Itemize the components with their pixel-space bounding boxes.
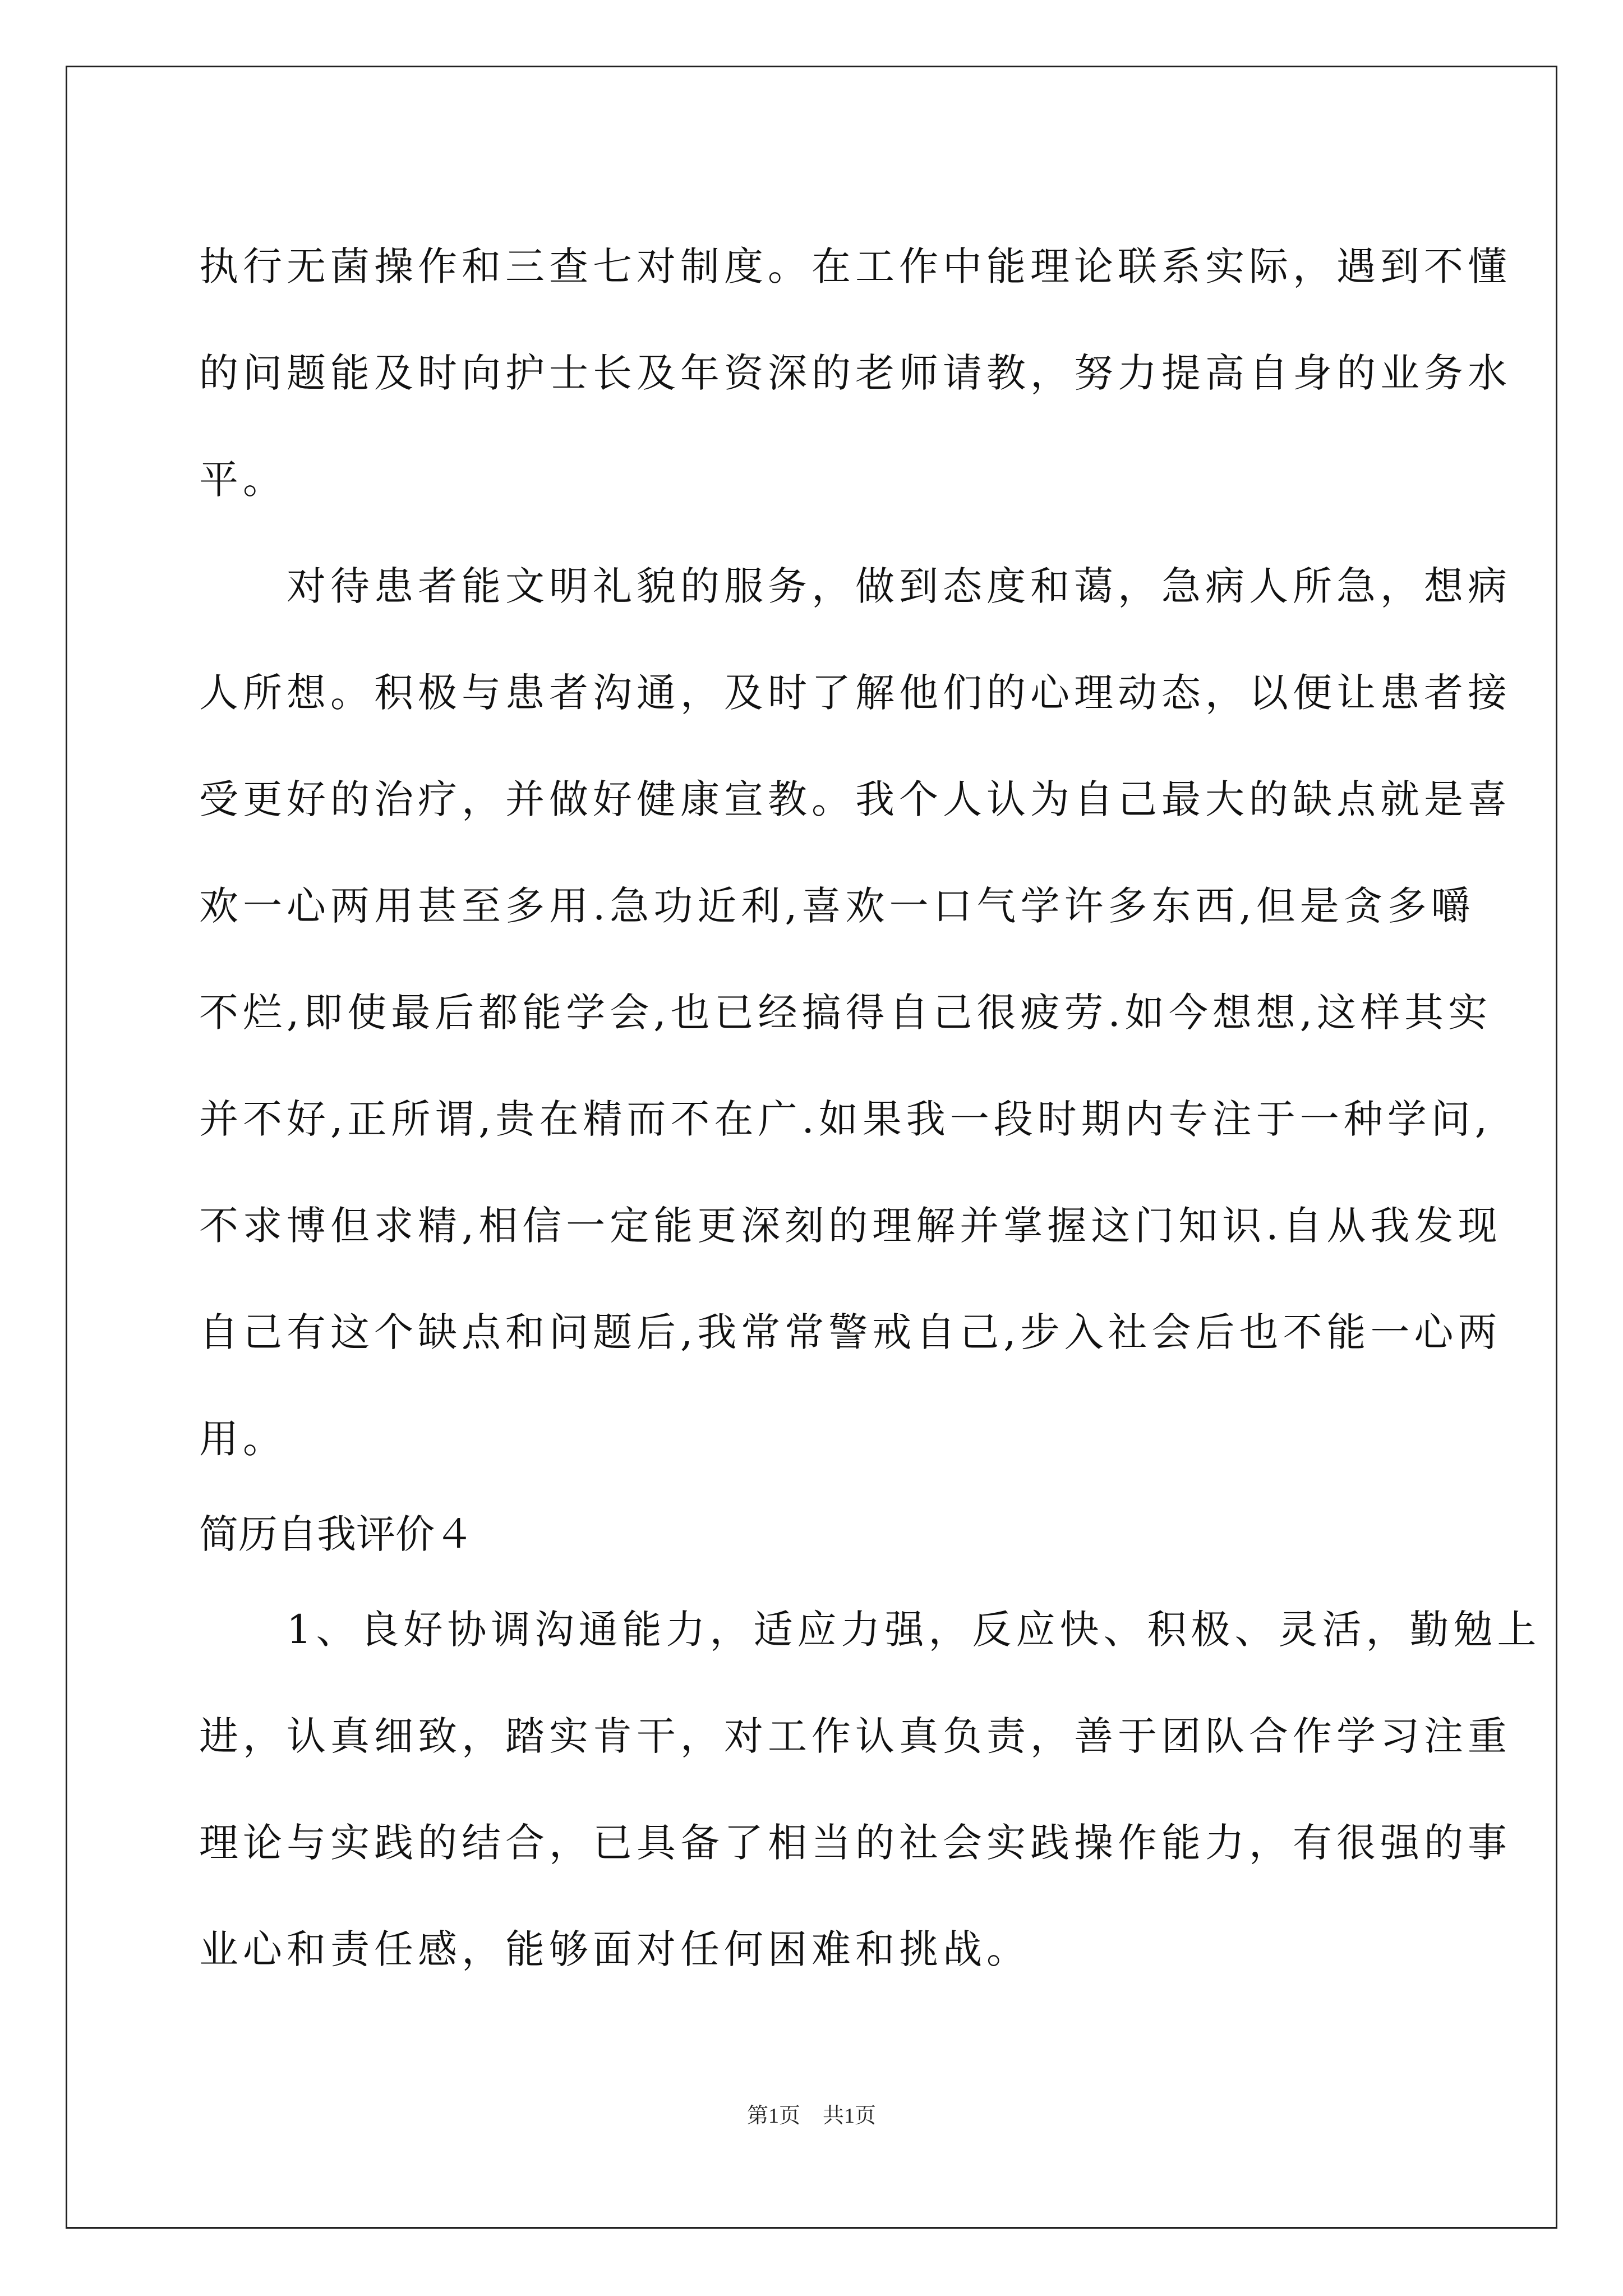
text-line: 平。	[199, 457, 287, 503]
text-line: 受更好的治疗，并做好健康宣教。我个人认为自己最大的缺点就是喜	[199, 776, 1511, 822]
text-line: 业心和责任感，能够面对任何困难和挑战。	[199, 1926, 1030, 1972]
document-body	[199, 213, 1541, 2003]
text-line: 自己有这个缺点和问题后,我常常警戒自己,步入社会后也不能一心两	[199, 1309, 1502, 1355]
text-line: 用。	[199, 1416, 287, 1462]
text-line: 欢一心两用甚至多用.急功近利,喜欢一口气学许多东西,但是贪多嚼	[199, 883, 1475, 929]
text-line: 并不好,正所谓,贵在精而不在广.如果我一段时期内专注于一种学问,	[199, 1096, 1492, 1142]
text-line: 不烂,即使最后都能学会,也已经搞得自己很疲劳.如今想想,这样其实	[199, 990, 1492, 1036]
text-line: 的问题能及时向护士长及年资深的老师请教，努力提高自身的业务水	[199, 350, 1511, 396]
page-footer	[0, 2098, 1623, 2129]
text-line: 对待患者能文明礼貌的服务，做到态度和蔼，急病人所急，想病	[199, 563, 1511, 609]
text-line: 执行无菌操作和三查七对制度。在工作中能理论联系实际，遇到不懂	[199, 243, 1511, 289]
section-heading: 简历自我评价４	[199, 1511, 474, 1557]
page-number: 第1页	[746, 2104, 800, 2128]
text-line: 人所想。积极与患者沟通，及时了解他们的心理动态，以便让患者接	[199, 670, 1511, 716]
text-line: 不求博但求精,相信一定能更深刻的理解并掌握这门知识.自从我发现	[199, 1203, 1502, 1249]
text-line: 1、良好协调沟通能力，适应力强，反应快、积极、灵活，勤勉上	[199, 1607, 1541, 1653]
text-line: 进，认真细致，踏实肯干，对工作认真负责，善于团队合作学习注重	[199, 1713, 1511, 1759]
page-total: 共1页	[823, 2104, 877, 2128]
text-line: 理论与实践的结合，已具备了相当的社会实践操作能力，有很强的事	[199, 1820, 1511, 1866]
